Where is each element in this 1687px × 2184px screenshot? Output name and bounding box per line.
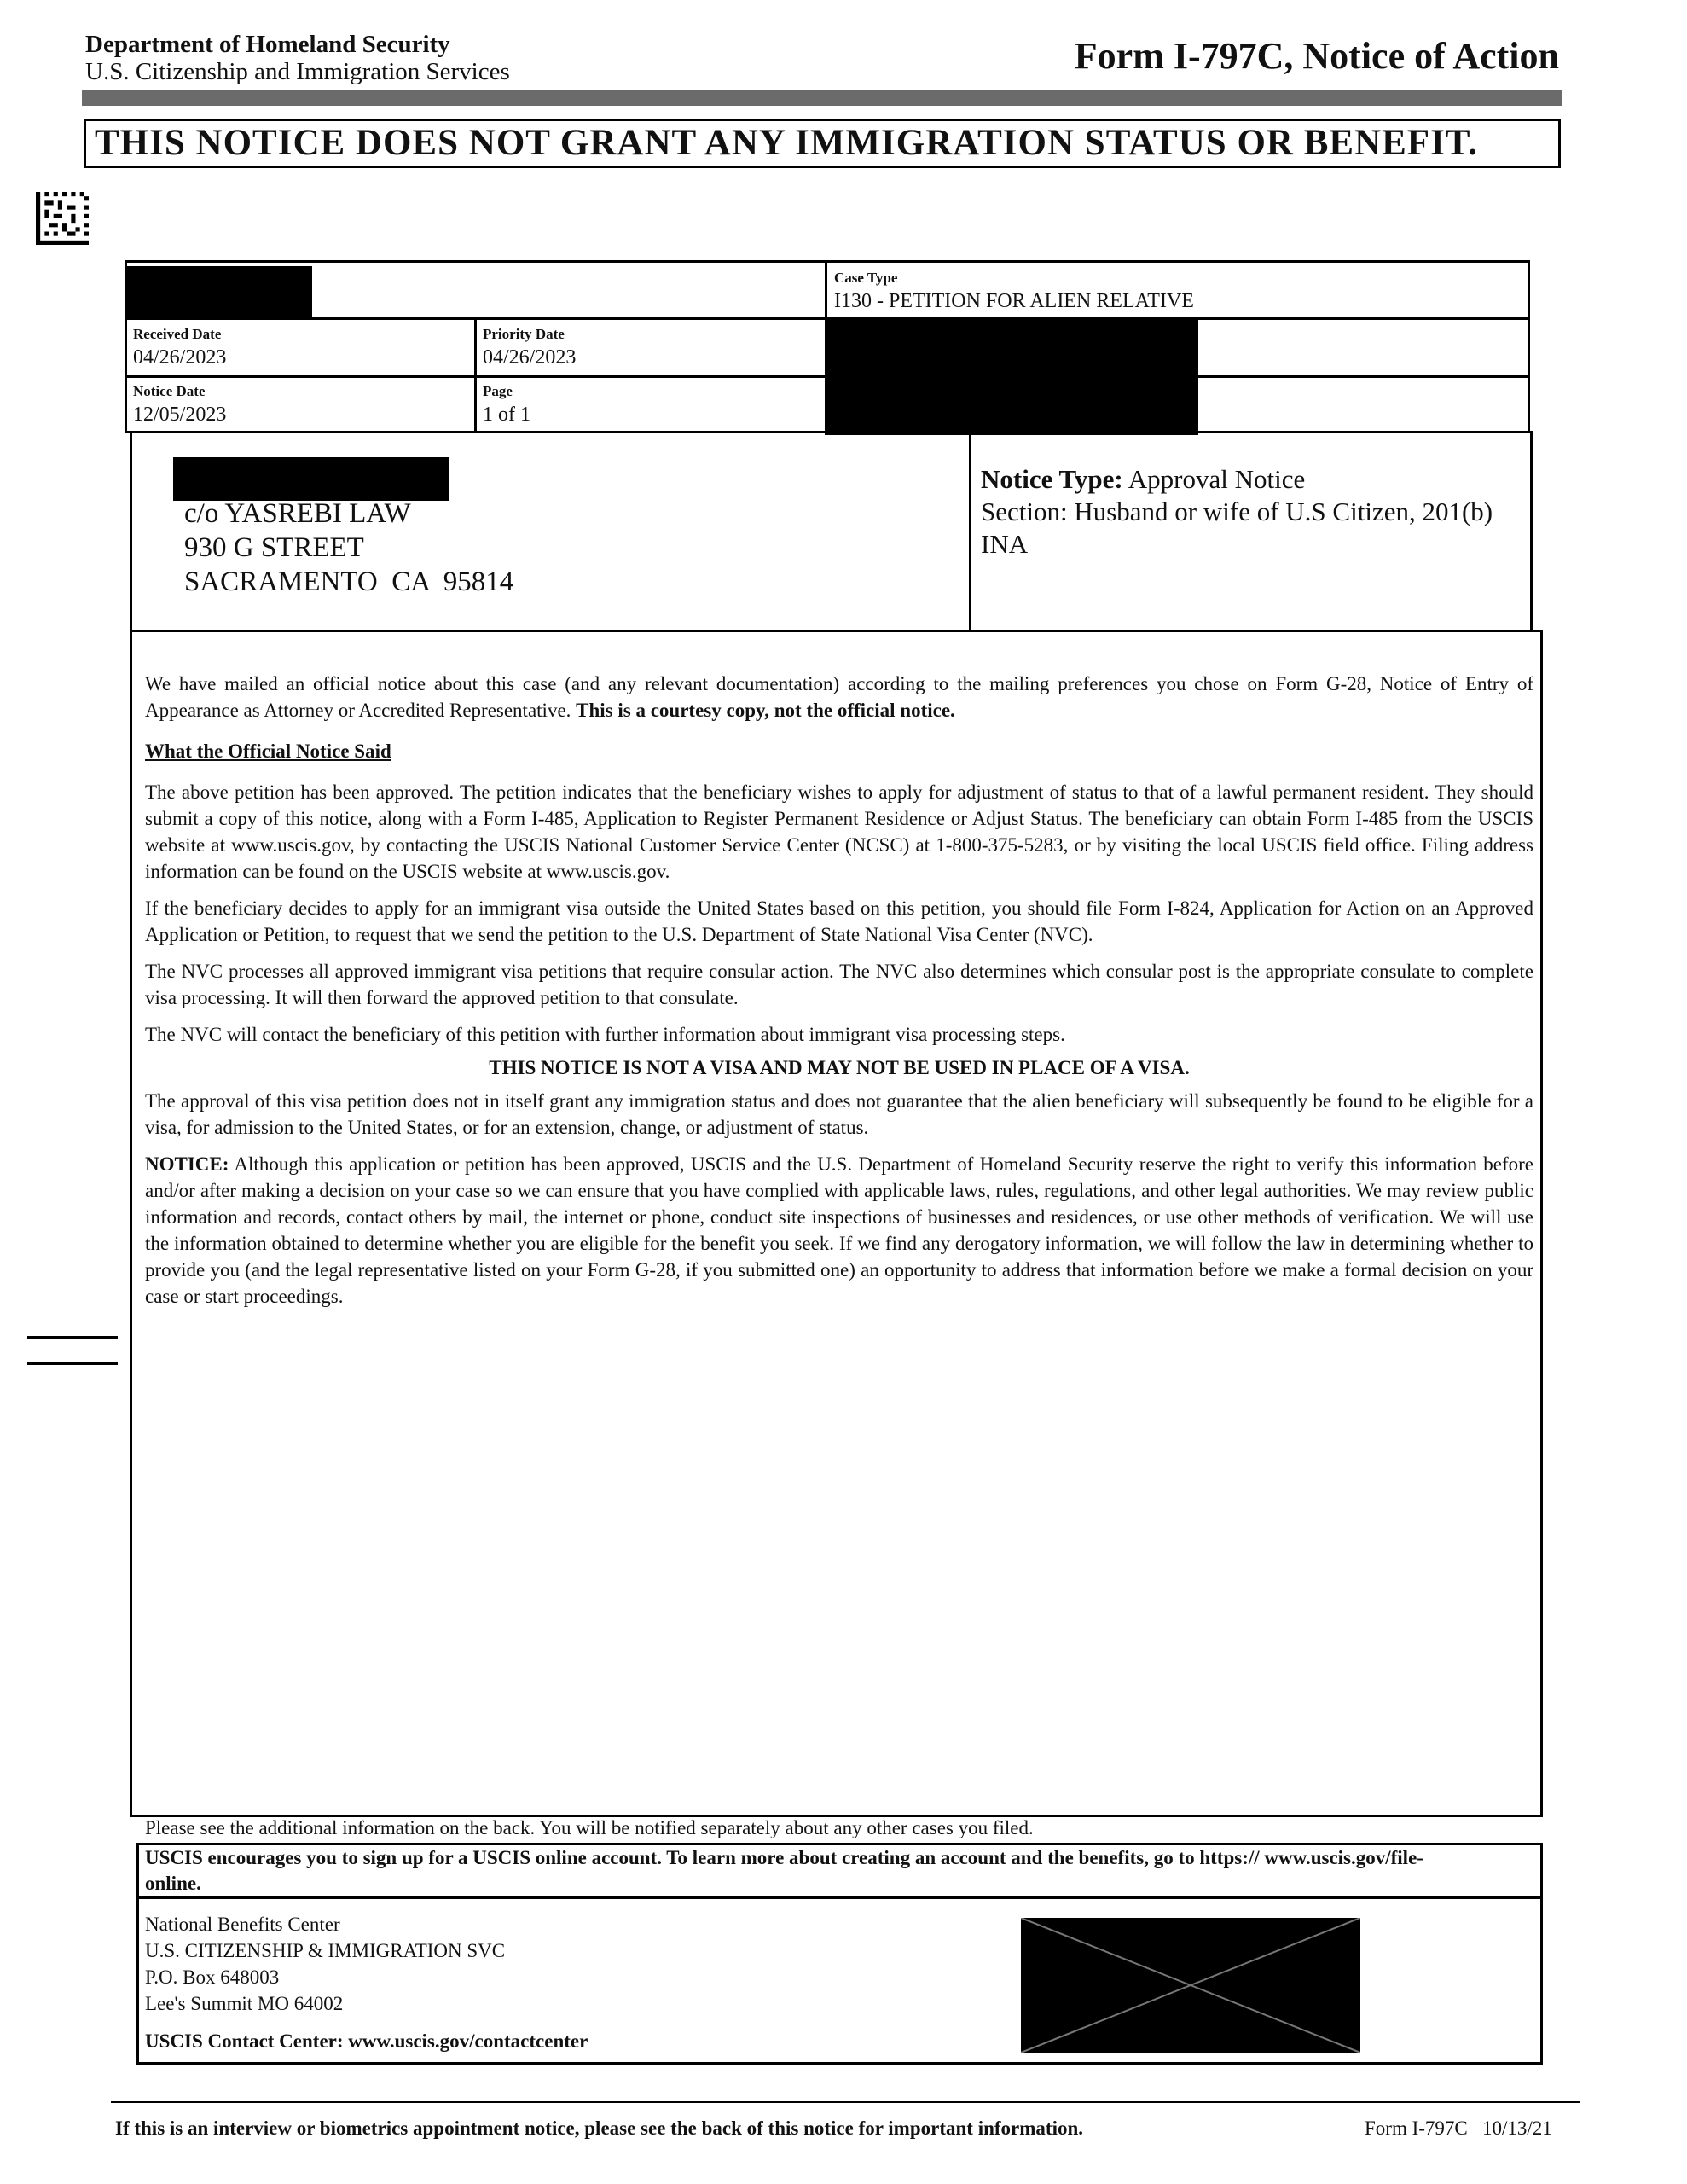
notice-date-value: 12/05/2023 — [133, 404, 227, 426]
notice-body — [145, 671, 1533, 1310]
margin-mark — [27, 1336, 118, 1339]
nvc-paragraph: The NVC processes all approved immigrant visa petitions that require consular action. The NVC also determines which consular post is the appropriate consulate to complete visa processing. It will then forward the approved petition to that consulate. — [145, 961, 1533, 1008]
courtesy-copy-note: This is a courtesy copy, not the official notice. — [576, 700, 955, 721]
received-date-value: 04/26/2023 — [133, 346, 227, 369]
approval-disclaimer-paragraph: The approval of this visa petition does not in itself grant any immigration status and does not guarantee that the alien beneficiary will subsequently be found to be eligible for a visa, for admission to the United States, or for an extension, change, or adjustment of status. — [145, 1090, 1533, 1138]
case-type-value: I130 - PETITION FOR ALIEN RELATIVE — [834, 290, 1194, 312]
notice-type-block — [981, 463, 1493, 561]
footer-form-id: Form I-797C 10/13/21 — [1365, 2117, 1552, 2139]
form-title: Form I-797C, Notice of Action — [1074, 35, 1559, 77]
redacted-barcode — [1021, 1918, 1360, 2053]
office-address — [145, 1911, 505, 2017]
priority-date-value: 04/26/2023 — [483, 346, 577, 369]
agency-block — [85, 31, 510, 85]
online-account-note: USCIS encourages you to sign up for a USCIS online account. To learn more about creating an account and the benefits, go to https:// www.uscis.gov/file-online. — [145, 1847, 1423, 1894]
address-line: SACRAMENTO CA 95814 — [184, 566, 514, 597]
notice-date-label: Notice Date — [133, 383, 206, 399]
footer-note: If this is an interview or biometrics appointment notice, please see the back of this notice for important information. — [115, 2117, 1083, 2139]
approval-paragraph: The above petition has been approved. The petition indicates that the beneficiary wishes to apply for adjustment of status to that of a lawful permanent resident. They should submit a copy of this notice, along with a Form I-485, Application to Register Permanent Residence or Adjust Status. The beneficiary can obtain Form I-485 from the USCIS website at www.uscis.gov, by contacting the USCIS National Customer Service Center (NCSC) at 1-800-375-5283, or by visiting the local USCIS field office. Filing address information can be found on the USCIS website at www.uscis.gov. — [145, 781, 1533, 882]
margin-mark — [27, 1362, 118, 1365]
notice-type-value: Approval Notice — [1122, 464, 1306, 494]
address-divider — [969, 431, 971, 632]
not-a-visa-heading: THIS NOTICE IS NOT A VISA AND MAY NOT BE USED IN PLACE OF A VISA. — [489, 1057, 1190, 1078]
agency-department: Department of Homeland Security — [85, 31, 450, 58]
notice-paragraph — [145, 1151, 1533, 1310]
nvc-contact-paragraph: The NVC will contact the beneficiary of this petition with further information about immigrant visa processing steps. — [145, 1024, 1065, 1045]
office-line: Lee's Summit MO 64002 — [145, 1993, 344, 2014]
visa-paragraph: If the beneficiary decides to apply for an immigrant visa outside the United States based on this petition, you should file Form I-824, Application for Action on an Approved Application or Petition, to request that we send the petition to the U.S. Department of State National Visa Center (NVC). — [145, 897, 1533, 945]
contact-center: USCIS Contact Center: www.uscis.gov/contactcenter — [145, 2030, 588, 2052]
notice-text: Although this application or petition has been approved, USCIS and the U.S. Department of Homeland Security reserve the right to verify this information before and/or after making a decision on your case so we can ensure that you have complied with applicable laws, rules, regulations, and other legal authorities. We may review public information and records, contact others by mail, the internet or phone, conduct site inspections of businesses and residences, or use other methods of verification. We will use the information obtained to determine whether you are eligible for the benefit you seek. If we find any derogatory information, we will follow the law in determining whether to provide you (and the legal representative listed on your Form G-28, if you submitted one) an opportunity to address that information before we make a formal decision on your case or start proceedings. — [145, 1153, 1533, 1307]
priority-date-label: Priority Date — [483, 326, 565, 342]
courtesy-text: We have mailed an official notice about this case (and any relevant documentation) according to the mailing preferences you chose on Form G-28, Notice of Entry of Appearance as Attorney or Accredited Representative. — [145, 673, 1533, 721]
redacted-receipt-number — [126, 266, 312, 317]
notice-section: Section: Husband or wife of U.S Citizen, 201(b) — [981, 497, 1493, 526]
section-heading — [145, 738, 1533, 764]
official-notice-heading: What the Official Notice Said — [145, 741, 391, 762]
redacted-case-details — [825, 317, 1198, 435]
agency-subagency: U.S. Citizenship and Immigration Services — [85, 58, 510, 85]
office-line: U.S. CITIZENSHIP & IMMIGRATION SVC — [145, 1940, 506, 1961]
redacted-recipient-name — [173, 457, 449, 501]
case-table-col-line — [474, 317, 477, 433]
notice-type-label: Notice Type: — [981, 464, 1123, 494]
additional-info-note: Please see the additional information on the back. You will be notified separately about any other cases you filed. — [145, 1817, 1034, 1838]
case-type-label: Case Type — [834, 270, 898, 286]
notice-section-ina: INA — [981, 529, 1029, 559]
address-line: c/o YASREBI LAW — [184, 498, 411, 529]
received-date-label: Received Date — [133, 326, 222, 342]
office-line: P.O. Box 648003 — [145, 1966, 280, 1988]
page-value: 1 of 1 — [483, 404, 530, 426]
barcode-icon — [36, 192, 89, 245]
footer-rule — [111, 2101, 1580, 2103]
notice-label: NOTICE: — [145, 1153, 229, 1175]
header-rule — [82, 90, 1562, 106]
page-label: Page — [483, 383, 513, 399]
address-line: 930 G STREET — [184, 532, 364, 563]
courtesy-paragraph — [145, 671, 1533, 723]
warning-banner: THIS NOTICE DOES NOT GRANT ANY IMMIGRATION STATUS OR BENEFIT. — [84, 119, 1561, 168]
office-line: National Benefits Center — [145, 1914, 340, 1935]
mailing-address — [184, 497, 513, 599]
